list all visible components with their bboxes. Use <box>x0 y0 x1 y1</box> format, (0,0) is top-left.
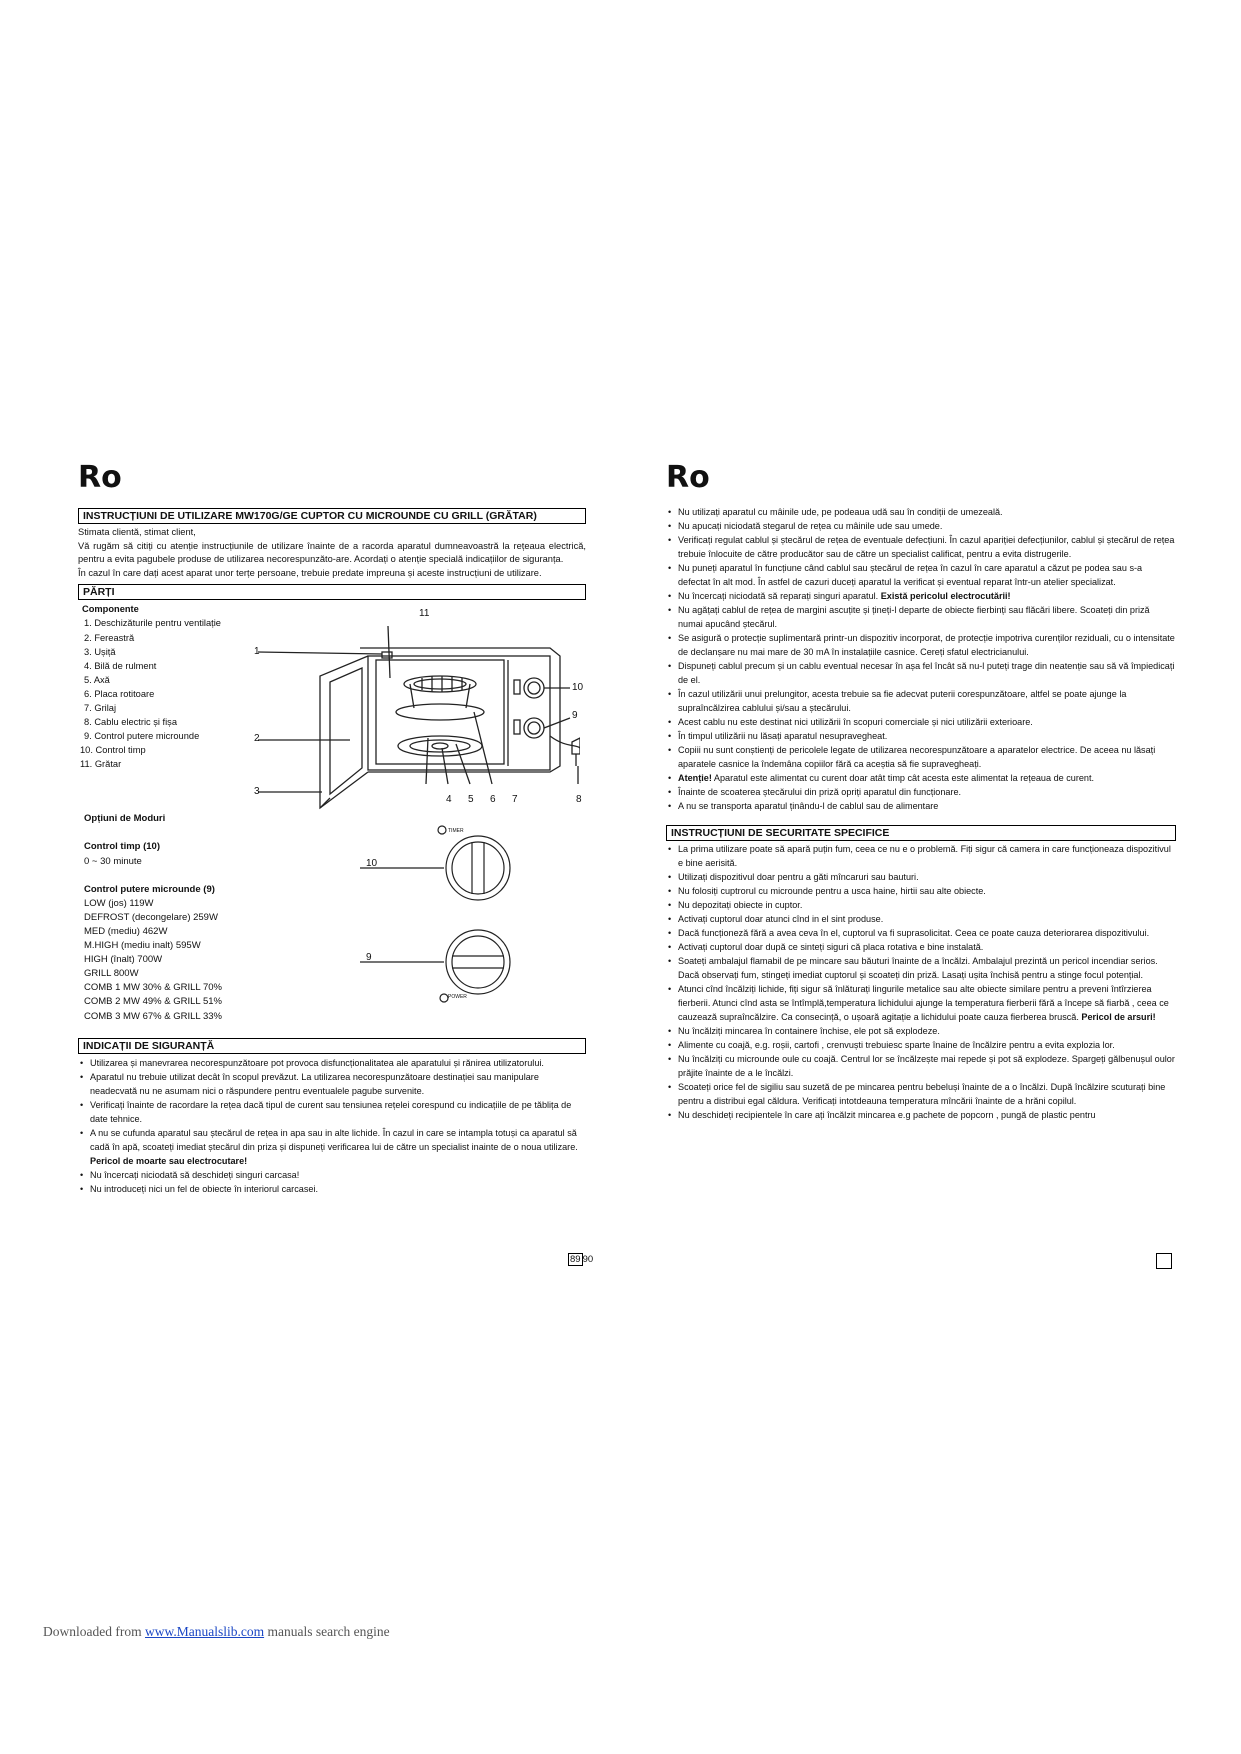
component-item: 11. Grătar <box>80 759 122 770</box>
safety-item: • Activați cuptorul doar atunci cînd in el sint produse. <box>666 912 1176 926</box>
diagram-label-8: 8 <box>576 794 582 806</box>
safety-item: • Atunci cînd încălziți lichide, fiți sigur să înlăturați lingurile metalice sau alte obiecte similare pentru a preveni întîrzierea fierberii. Atunci cînd asta se întîmplă,temperatura lichidului ajunge la temperatura fierberii fără a începe să fiarbă , ceea ce cauzează supraîncălzire. Ca consecință, o ușoară agitație a lichidului poate cauza fierberea bruscă. Pericol de arsuri! <box>666 982 1176 1024</box>
power-level: COMB 1 MW 30% & GRILL 70% <box>84 982 222 994</box>
component-item: 10. Control timp <box>80 745 146 756</box>
safety-heading: INDICAȚII DE SIGURANȚĂ <box>78 1038 586 1054</box>
safety-item: • Nu depozitați obiecte in cuptor. <box>666 898 1176 912</box>
specific-safety-list <box>666 842 1176 1122</box>
power-dial-diagram <box>360 918 530 1008</box>
handover-paragraph: În cazul în care dați acest aparat unor terțe persoane, trebuie predate impreuna și aceste instrucțiuni de utilizare. <box>78 567 542 578</box>
power-level: LOW (jos) 119W <box>84 897 154 909</box>
parts-section <box>78 600 586 1040</box>
timer-top-label: TIMER <box>448 828 464 835</box>
general-safety-list <box>666 505 1176 813</box>
diagram-label-2: 2 <box>254 733 260 745</box>
power-heading: Control putere microunde (9) <box>84 883 215 895</box>
safety-item: • Copiii nu sunt conștienți de pericolele legate de utilizarea necorespunzătoare a aparatelor electrice. De aceea nu lăsați aparatele casnice la îndemâna copiilor fără ca aceștia să fie supravegheați. <box>666 743 1176 771</box>
specific-safety-heading: INSTRUCȚIUNI DE SECURITATE SPECIFICE <box>666 825 1176 841</box>
component-item: 7. Grilaj <box>84 703 117 714</box>
modes-heading: Opțiuni de Moduri <box>84 813 166 825</box>
page-number: 89 90 <box>570 1254 594 1265</box>
safety-item: • Acest cablu nu este destinat nici utilizării în scopuri comerciale și nici utilizării exterioare. <box>666 715 1176 729</box>
power-level: COMB 3 MW 67% & GRILL 33% <box>84 1010 222 1022</box>
safety-item: • Nu încălziți mincarea în containere închise, ele pot să explodeze. <box>666 1024 1176 1038</box>
diagram-label-1: 1 <box>254 646 260 658</box>
parts-heading: PĂRȚI <box>78 584 586 600</box>
safety-item: • Nu încercați niciodată să deschideți singuri carcasa! <box>78 1168 586 1182</box>
safety-item: • Utilizarea și manevrarea necorespunzătoare pot provoca disfuncționalitatea ale aparatului și rănirea utilizatorului. <box>78 1056 586 1070</box>
component-item: 5. Axă <box>84 674 110 685</box>
safety-item: • A nu se transporta aparatul ținându-l de cablul sau de alimentare <box>666 799 1176 813</box>
safety-list <box>78 1056 586 1196</box>
diagram-label-4: 4 <box>446 794 452 806</box>
page-number-box <box>1156 1253 1172 1269</box>
power-level: GRILL 800W <box>84 968 139 980</box>
power-level: HIGH (înalt) 700W <box>84 954 163 966</box>
diagram-label-10: 10 <box>572 682 584 694</box>
safety-item: • Nu încălziți cu microunde oule cu coajă. Centrul lor se încălzește mai repede și pot să explodeze. Spargeți gălbenușul oulor prăjite înainte de a le încălzi. <box>666 1052 1176 1080</box>
safety-item: • Nu puneți aparatul în funcțiune când cablul sau ștecărul de rețea în cazul în care aparatul a căzut pe podea sau s-a defectat în alt mod. În astfel de cazuri duceți aparatul la verificat și eventual reparat într-un atelier specializat. <box>666 561 1176 589</box>
right-page <box>666 505 1176 1122</box>
component-item: 1. Deschizăturile pentru ventilație <box>84 618 221 629</box>
safety-item: • Dacă funcționeză fără a avea ceva în el, cuptorul va fi suprasolicitat. Ceea ce poate cauza deteriorarea dispozitivului. <box>666 926 1176 940</box>
power-level: COMB 2 MW 49% & GRILL 51% <box>84 996 222 1008</box>
timer-heading: Control timp (10) <box>84 841 160 853</box>
timer-range: 0 ~ 30 minute <box>84 855 142 867</box>
right-lang-label: Ro <box>666 460 710 495</box>
diagram-label-5: 5 <box>468 794 474 806</box>
component-item: 6. Placa rotitoare <box>84 688 155 699</box>
diagram-label-3: 3 <box>254 786 260 798</box>
safety-item: • Scoateți orice fel de sigiliu sau suzetă de pe mincarea pentru bebeluși înainte de a o încălzi. După încălzire scuturați bine pentru a distribui egal căldura. Verificați intotdeauna temperatura mîncării înainte de a hrăni copilul. <box>666 1080 1176 1108</box>
left-page <box>78 508 586 1196</box>
download-footer <box>43 1624 390 1640</box>
safety-item: • Alimente cu coajă, e.g. roșii, cartofi , crenvuști trebuiesc sparte înaine de încălzire pentru a evita explozia lor. <box>666 1038 1176 1052</box>
power-level: DEFROST (decongelare) 259W <box>84 911 218 923</box>
component-item: 8. Cablu electric și fișa <box>84 717 178 728</box>
component-item: 2. Fereastră <box>84 632 135 643</box>
diagram-label-7: 7 <box>512 794 518 806</box>
safety-item: • La prima utilizare poate să apară puțin fum, ceea ce nu e o problemă. Fiți sigur că camera in care funcționeaza dispozitivul e bine aerisită. <box>666 842 1176 870</box>
components-heading: Componente <box>82 604 139 615</box>
power-dial-label: 9 <box>366 952 372 964</box>
greeting: Stimata clientă, stimat client, <box>78 527 196 537</box>
diagram-label-9: 9 <box>572 710 578 722</box>
safety-item: • Atenție! Aparatul este alimentat cu curent doar atât timp cât acesta este alimentat la rețeaua de curent. <box>666 771 1176 785</box>
safety-item: • Aparatul nu trebuie utilizat decât în scopul prevăzut. La utilizarea necorespunzătoare destinației sau manipulare neadecvată nu ne asumam nici o răspundere pentru eventualele pagube survenite. <box>78 1070 586 1098</box>
power-level: M.HIGH (mediu inalt) 595W <box>84 940 201 952</box>
safety-item: • Nu introduceți nici un fel de obiecte în interiorul carcasei. <box>78 1182 586 1196</box>
safety-item: • În cazul utilizării unui prelungitor, acesta trebuie sa fie adecvat puterii corespunzătoare, altfel se poate ajunge la supraîncălzirea cablului și/sau a ștecărului. <box>666 687 1176 715</box>
safety-item: • În timpul utilizării nu lăsați aparatul nesupravegheat. <box>666 729 1176 743</box>
components-list <box>80 602 250 771</box>
microwave-diagram <box>250 608 580 828</box>
safety-item: • Nu utilizați aparatul cu mâinile ude, pe podeaua udă sau în condiții de umezeală. <box>666 505 1176 519</box>
safety-item: • Soateți ambalajul flamabil de pe mincare sau băuturi înainte de a încălzi. Ambalajul prezintă un pericol incendiar serios. Dacă observați fum, stingeți imediat cuptorul și scoateți din priză. Lasați ușita închisă pentru a stinge focul potențial. <box>666 954 1176 982</box>
timer-dial-label: 10 <box>366 858 378 870</box>
safety-item: • Nu deschideți recipientele în care ați încălzit mincarea e.g pachete de popcorn , pungă de plastic pentru <box>666 1108 1176 1122</box>
safety-item: • Verificați înainte de racordare la rețea dacă tipul de curent sau tensiunea rețelei corespund cu indicațiile de pe tăblița de date tehnice. <box>78 1098 586 1126</box>
intro-paragraph: Vă rugăm să citiți cu atenție instrucțiunile de utilizare înainte de a racorda aparatul dumneavoastră la rețeaua electrică, pentru a evita pagubele produse de utilizarea necorespunzăto-are. Acordați o atenție specială indicațiilor de siguranța. <box>78 540 586 565</box>
safety-item: • Dispuneți cablul precum și un cablu eventual necesar în așa fel încât să nu-l puteți trage din neatenție sau să vă împiedicați de el. <box>666 659 1176 687</box>
safety-item: • Utilizați dispozitivul doar pentru a găti mîncaruri sau bauturi. <box>666 870 1176 884</box>
safety-item: • Activați cuptorul doar după ce sinteți siguri că placa rotativa e bine instalată. <box>666 940 1176 954</box>
manualslib-link[interactable]: www.Manualslib.com <box>144 1624 265 1639</box>
component-item: 4. Bilă de rulment <box>84 660 157 671</box>
power-level: MED (mediu) 462W <box>84 925 168 937</box>
modes-section <box>84 812 284 1023</box>
safety-item: • Se asigură o protecție suplimentară printr-un dispozitiv incorporat, de protecție impotriva curenților reziduali, cu o intensitate de declanșare nu mai mare de 30 mA în instalațiile casnice. Cereți sfatul electricianului. <box>666 631 1176 659</box>
safety-item: • A nu se cufunda aparatul sau ștecărul de rețea in apa sau in alte lichide. În cazul in care se intampla totuși ca aparatul să cadă în apă, scoateți imediat ștecărul din priza și dispuneți verificarea lui de către un specialist inainte de o noua utilizare. Pericol de moarte sau electrocutare! <box>78 1126 586 1168</box>
component-item: 9. Control putere microunde <box>84 731 200 742</box>
safety-item: • Nu încercați niciodată să reparați singuri aparatul. Există pericolul electrocutării! <box>666 589 1176 603</box>
left-lang-label: Ro <box>78 460 122 495</box>
footer-suffix: manuals search engine <box>267 1624 390 1639</box>
manual-title: INSTRUCȚIUNI DE UTILIZARE MW170G/GE CUPTOR CU MICROUNDE CU GRILL (GRĂTAR) <box>78 508 586 524</box>
safety-item: • Verificați regulat cablul și ștecărul de rețea de eventuale defecțiuni. În cazul apariției defecțiunilor, cablul și ștecărul de rețea trebuie înlocuite de către producător sau de către un specialist calificat, pentru a evita distrugerile. <box>666 533 1176 561</box>
diagram-label-11: 11 <box>419 608 430 620</box>
component-item: 3. Ușiță <box>84 646 116 657</box>
safety-item: • Nu agățați cablul de rețea de margini ascuțite și țineți-l departe de obiecte fierbinți sau flăcări libere. Scoateți din priză numai apucând ștecărul. <box>666 603 1176 631</box>
safety-item: • Nu apucați niciodată stegarul de rețea cu mâinile ude sau umede. <box>666 519 1176 533</box>
timer-dial-diagram <box>360 824 530 904</box>
safety-item: • Înainte de scoaterea ștecărului din priză opriți aparatul din funcționare. <box>666 785 1176 799</box>
power-bottom-label: POWER <box>448 994 467 1001</box>
footer-prefix: Downloaded from <box>43 1624 142 1639</box>
diagram-label-6: 6 <box>490 794 496 806</box>
safety-item: • Nu folosiți cuptrorul cu microunde pentru a usca haine, hirtii sau alte obiecte. <box>666 884 1176 898</box>
